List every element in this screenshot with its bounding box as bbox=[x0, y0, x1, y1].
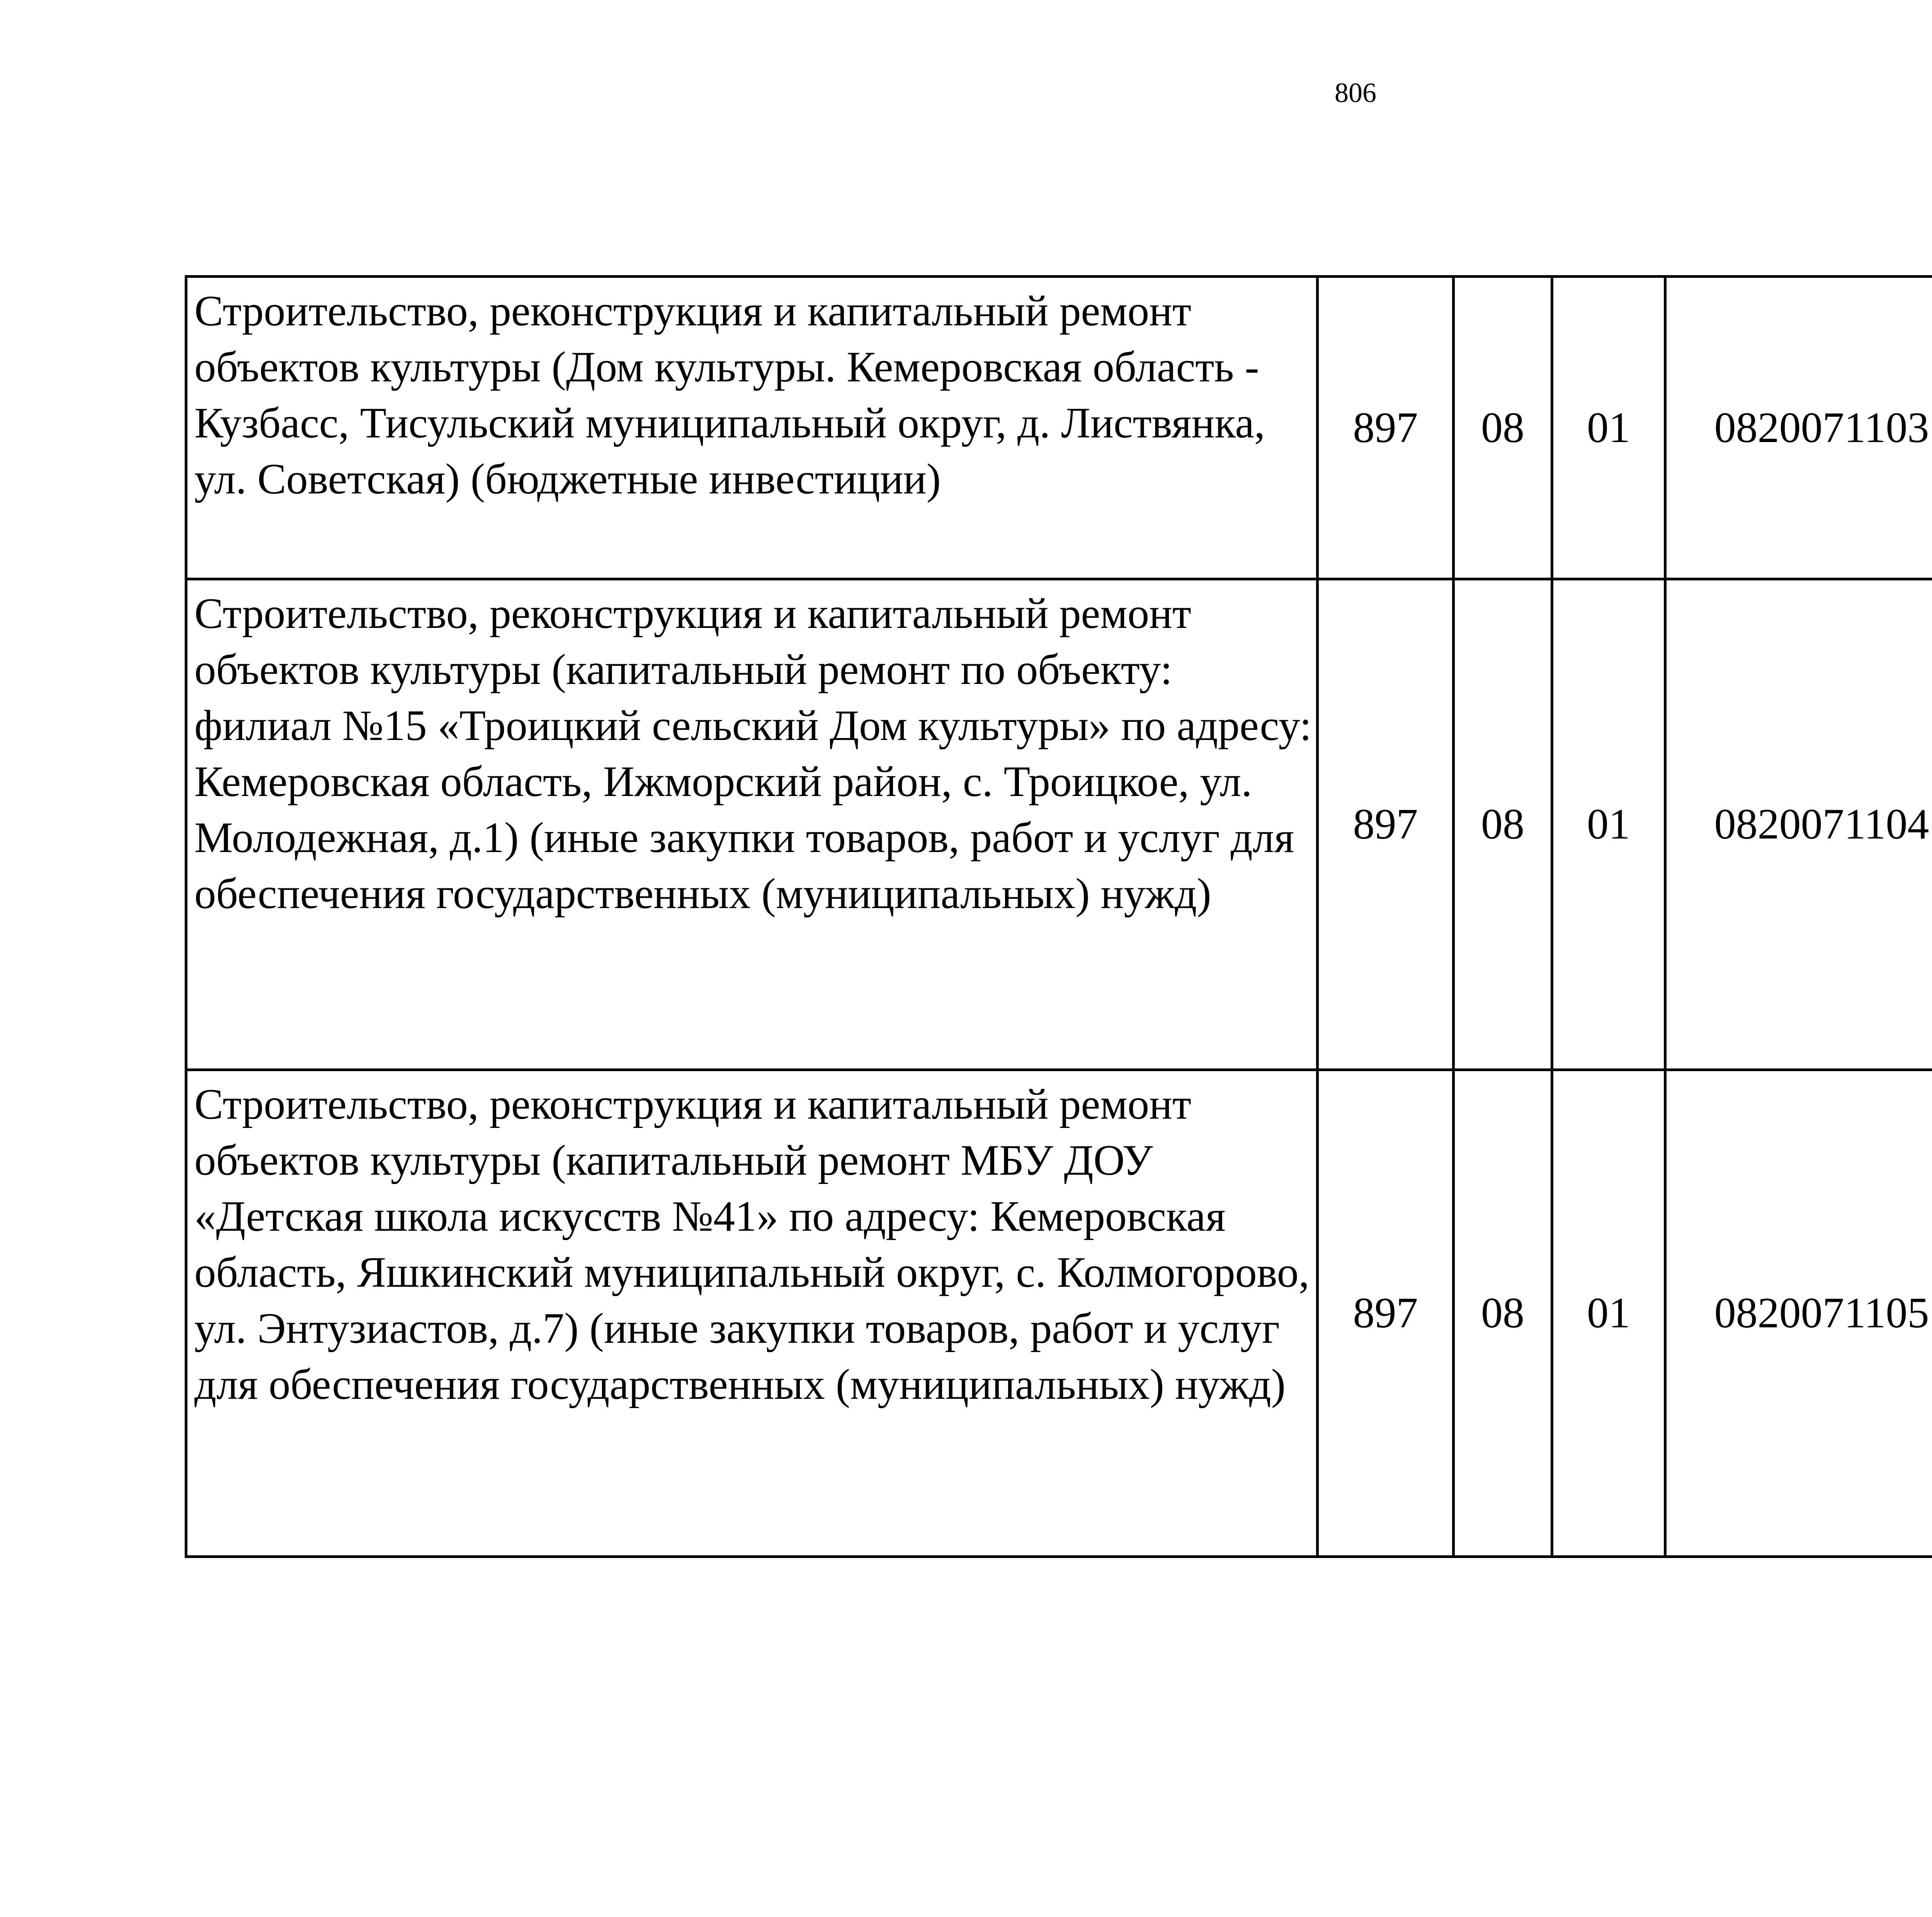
section-code: 08 bbox=[1454, 1070, 1552, 1557]
subsection-code: 01 bbox=[1552, 1070, 1665, 1557]
ministry-code: 897 bbox=[1318, 277, 1454, 579]
section-code: 08 bbox=[1454, 277, 1552, 579]
table-row bbox=[186, 277, 1932, 579]
table-row bbox=[186, 1070, 1932, 1557]
target-article-code: 0820071105 bbox=[1665, 1070, 1932, 1557]
row-description: Строительство, реконструкция и капитальный ремонт объектов культуры (капитальный ремонт МБУ ДОУ «Детская школа искусств №41» по адресу: Кемеровская область, Яшкинский муниципальный округ, с. Колмогорово, ул. Энтузиастов, д.7) (иные закупки товаров, работ и услуг для обеспечения государственных (муниципальных) нужд) bbox=[186, 1070, 1318, 1557]
target-article-code: 0820071104 bbox=[1665, 579, 1932, 1070]
table-row bbox=[186, 579, 1932, 1070]
budget-table bbox=[185, 275, 1932, 1558]
target-article-code: 0820071103 bbox=[1665, 277, 1932, 579]
subsection-code: 01 bbox=[1552, 277, 1665, 579]
page-number: 806 bbox=[1335, 77, 1376, 108]
subsection-code: 01 bbox=[1552, 579, 1665, 1070]
row-description: Строительство, реконструкция и капитальный ремонт объектов культуры (капитальный ремонт по объекту: филиал №15 «Троицкий сельский Дом культуры» по адресу: Кемеровская область, Ижморский район, с. Троицкое, ул. Молодежная, д.1) (иные закупки товаров, работ и услуг для обеспечения государственных (муниципальных) нужд) bbox=[186, 579, 1318, 1070]
ministry-code: 897 bbox=[1318, 1070, 1454, 1557]
ministry-code: 897 bbox=[1318, 579, 1454, 1070]
row-description: Строительство, реконструкция и капитальный ремонт объектов культуры (Дом культуры. Кемеровская область - Кузбасс, Тисульский муниципальный округ, д. Листвянка, ул. Советская) (бюджетные инвестиции) bbox=[186, 277, 1318, 579]
section-code: 08 bbox=[1454, 579, 1552, 1070]
